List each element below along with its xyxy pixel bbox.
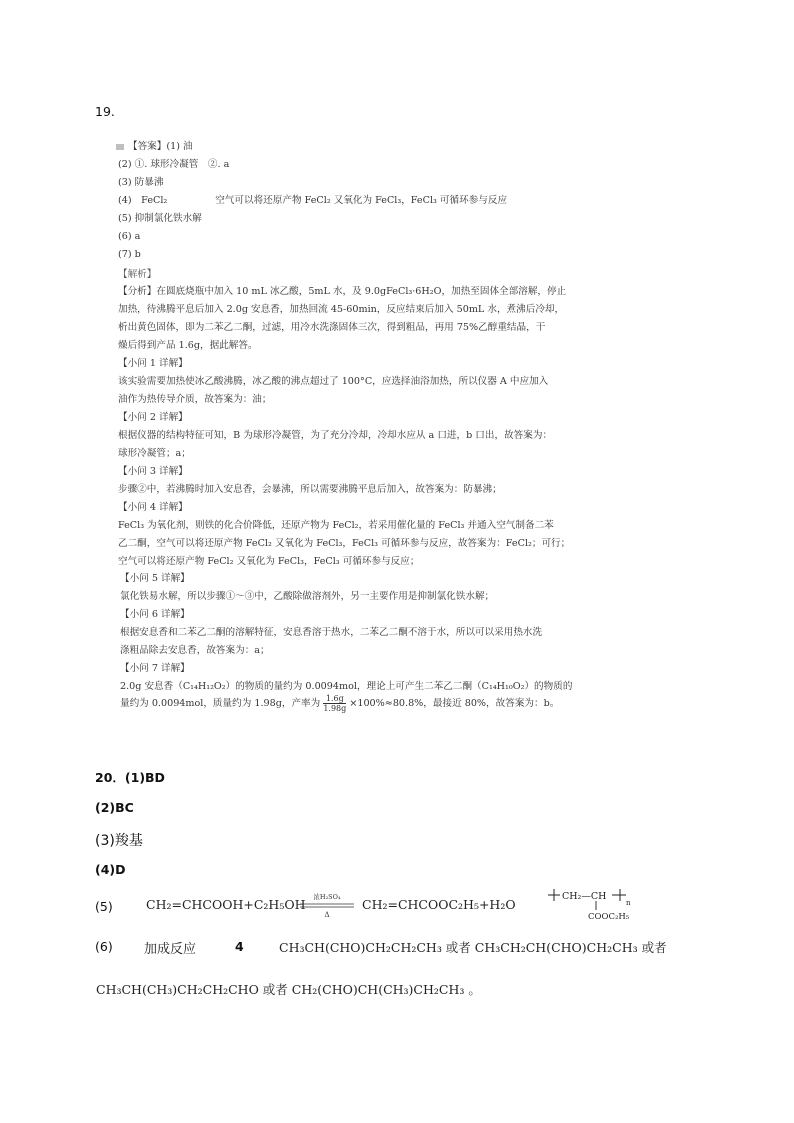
answer-6-reaction-type: 加成反应 bbox=[144, 942, 197, 957]
analysis-line: 【小问 3 详解】 bbox=[118, 466, 188, 477]
analysis-line: 球形冷凝管；a； bbox=[118, 448, 191, 459]
answer-lines bbox=[118, 156, 507, 264]
answer-5-reactants: CH₂=CHCOOH+C₂H₅OH bbox=[146, 897, 306, 912]
answer-6-isomers-line1: CH₃CH(CHO)CH₂CH₂CH₃ 或者 CH₃CH₂CH(CHO)CH₂CH₃ 或者 bbox=[279, 940, 667, 955]
analysis-line: 【分析】在圆底烧瓶中加入 10 mL 冰乙酸，5mL 水，及 9.0gFeCl₃·6H₂O，加热至固体全部溶解，停止 bbox=[118, 286, 567, 297]
fraction-numerator: 1.6g bbox=[323, 694, 346, 704]
analysis-line: 【小问 2 详解】 bbox=[118, 412, 188, 423]
answer-5-label: (5) bbox=[95, 899, 113, 914]
analysis-line: 氯化铁易水解，所以步骤①～③中，乙酸除做溶剂外，另一主要作用是抑制氯化铁水解； bbox=[120, 591, 495, 602]
reaction-condition-top: 浓H₂SO₄ bbox=[313, 893, 341, 901]
analysis-line: 乙二酮，空气可以将还原产物 FeCl₂ 又氧化为 FeCl₃，FeCl₃ 可循环参与反应，故答案为：FeCl₂；可行； bbox=[118, 538, 571, 549]
answer-3: (3)羧基 bbox=[95, 833, 143, 849]
yield-text-b: ×100%≈80.8%，最接近 80%，故答案为：b。 bbox=[349, 698, 560, 709]
answer-line: (5) 抑制氯化铁水解 bbox=[118, 213, 202, 224]
answer-2: (2)BC bbox=[95, 800, 134, 815]
polymer-main-chain: CH₂—CH bbox=[562, 891, 607, 902]
answer-6-label: (6) bbox=[95, 939, 113, 954]
reaction-condition-bottom: Δ bbox=[324, 911, 330, 919]
analysis-line: 【小问 7 详解】 bbox=[120, 663, 190, 674]
answer-header: 【答案】(1) 油 bbox=[116, 138, 193, 156]
answer-line: (3) 防暴沸 bbox=[118, 177, 164, 188]
yield-fraction bbox=[323, 694, 346, 713]
fraction-denominator: 1.98g bbox=[323, 704, 347, 713]
analysis-header: 【解析】 bbox=[118, 269, 157, 280]
answer-6-isomers-line2: CH₃CH(CH₃)CH₂CH₂CHO 或者 CH₂(CHO)CH(CH₃)CH₂CH₃ 。 bbox=[96, 982, 481, 997]
analysis-line: 加热，待沸腾平息后加入 2.0g 安息香，加热回流 45-60min，反应结束后加入 50mL 水，煮沸后冷却， bbox=[118, 304, 565, 315]
analysis-line: 油作为热传导介质，故答案为：油； bbox=[118, 394, 272, 405]
analysis-line: 【小问 4 详解】 bbox=[118, 502, 188, 513]
answer-line: (7) b bbox=[118, 249, 141, 260]
analysis-last-line bbox=[120, 694, 559, 713]
answer-line: (2) ①. 球形冷凝管 ②. a bbox=[118, 159, 230, 170]
analysis-line: 空气可以将还原产物 FeCl₂ 又氧化为 FeCl₃，FeCl₃ 可循环参与反应； bbox=[118, 556, 420, 567]
analysis-lines bbox=[118, 283, 570, 571]
analysis-line: 【小问 1 详解】 bbox=[118, 358, 188, 369]
analysis-line: 涤粗品除去安息香，故答案为：a； bbox=[120, 645, 270, 656]
analysis-line: 析出黄色固体，即为二苯乙二酮，过滤，用冷水洗涤固体三次，得到粗品，再用 75%乙醇重结晶，干 bbox=[118, 322, 546, 333]
yield-text-a: 量约为 0.0094mol，质量约为 1.98g，产率为 bbox=[120, 698, 321, 709]
polymer-subscript: n bbox=[626, 899, 631, 907]
analysis-lines-2 bbox=[120, 570, 572, 696]
polymer-structure-icon bbox=[546, 885, 646, 923]
question-19-number: 19. bbox=[95, 104, 115, 119]
answer-1: (1)BD bbox=[124, 770, 165, 785]
analysis-line: 燥后得到产品 1.6g，据此解答。 bbox=[118, 340, 258, 351]
answer-4: (4)D bbox=[95, 862, 126, 877]
analysis-line: 根据安息香和二苯乙二酮的溶解特征，安息香溶于热水，二苯乙二酮不溶于水，所以可以采用热水洗 bbox=[120, 627, 543, 638]
answer-6-count: 4 bbox=[235, 939, 244, 954]
analysis-line: FeCl₃ 为氧化剂，则铁的化合价降低，还原产物为 FeCl₂，若采用催化量的 FeCl₃ 并通入空气制备二苯 bbox=[118, 520, 554, 531]
analysis-line: 2.0g 安息香（C₁₄H₁₂O₂）的物质的量约为 0.0094mol，理论上可产生二苯乙二酮（C₁₄H₁₀O₂）的物质的 bbox=[120, 681, 573, 692]
question-20-number: 20．(1)BD bbox=[95, 770, 165, 785]
answer-5-products: CH₂=CHCOOC₂H₅+H₂O bbox=[362, 897, 516, 912]
analysis-line: 该实验需要加热使冰乙酸沸腾，冰乙酸的沸点超过了 100°C，应选择油浴加热，所以仪器 A 中应加入 bbox=[118, 376, 549, 387]
bullet-mark bbox=[116, 144, 124, 150]
analysis-line: 根据仪器的结构特征可知，B 为球形冷凝管，为了充分冷却，冷却水应从 a 口进，b 口出，故答案为： bbox=[118, 430, 553, 441]
reaction-arrow-icon bbox=[296, 890, 358, 920]
analysis-line: 【小问 5 详解】 bbox=[120, 573, 190, 584]
polymer-branch: COOC₂H₅ bbox=[588, 912, 630, 922]
answer-line: (4) FeCl₂ 空气可以将还原产物 FeCl₂ 又氧化为 FeCl₃，FeCl₃ 可循环参与反应 bbox=[118, 195, 508, 206]
analysis-line: 【小问 6 详解】 bbox=[120, 609, 190, 620]
analysis-line: 步骤②中，若沸腾时加入安息香，会暴沸，所以需要沸腾平息后加入，故答案为：防暴沸； bbox=[118, 484, 502, 495]
answer-line: (6) a bbox=[118, 231, 141, 242]
